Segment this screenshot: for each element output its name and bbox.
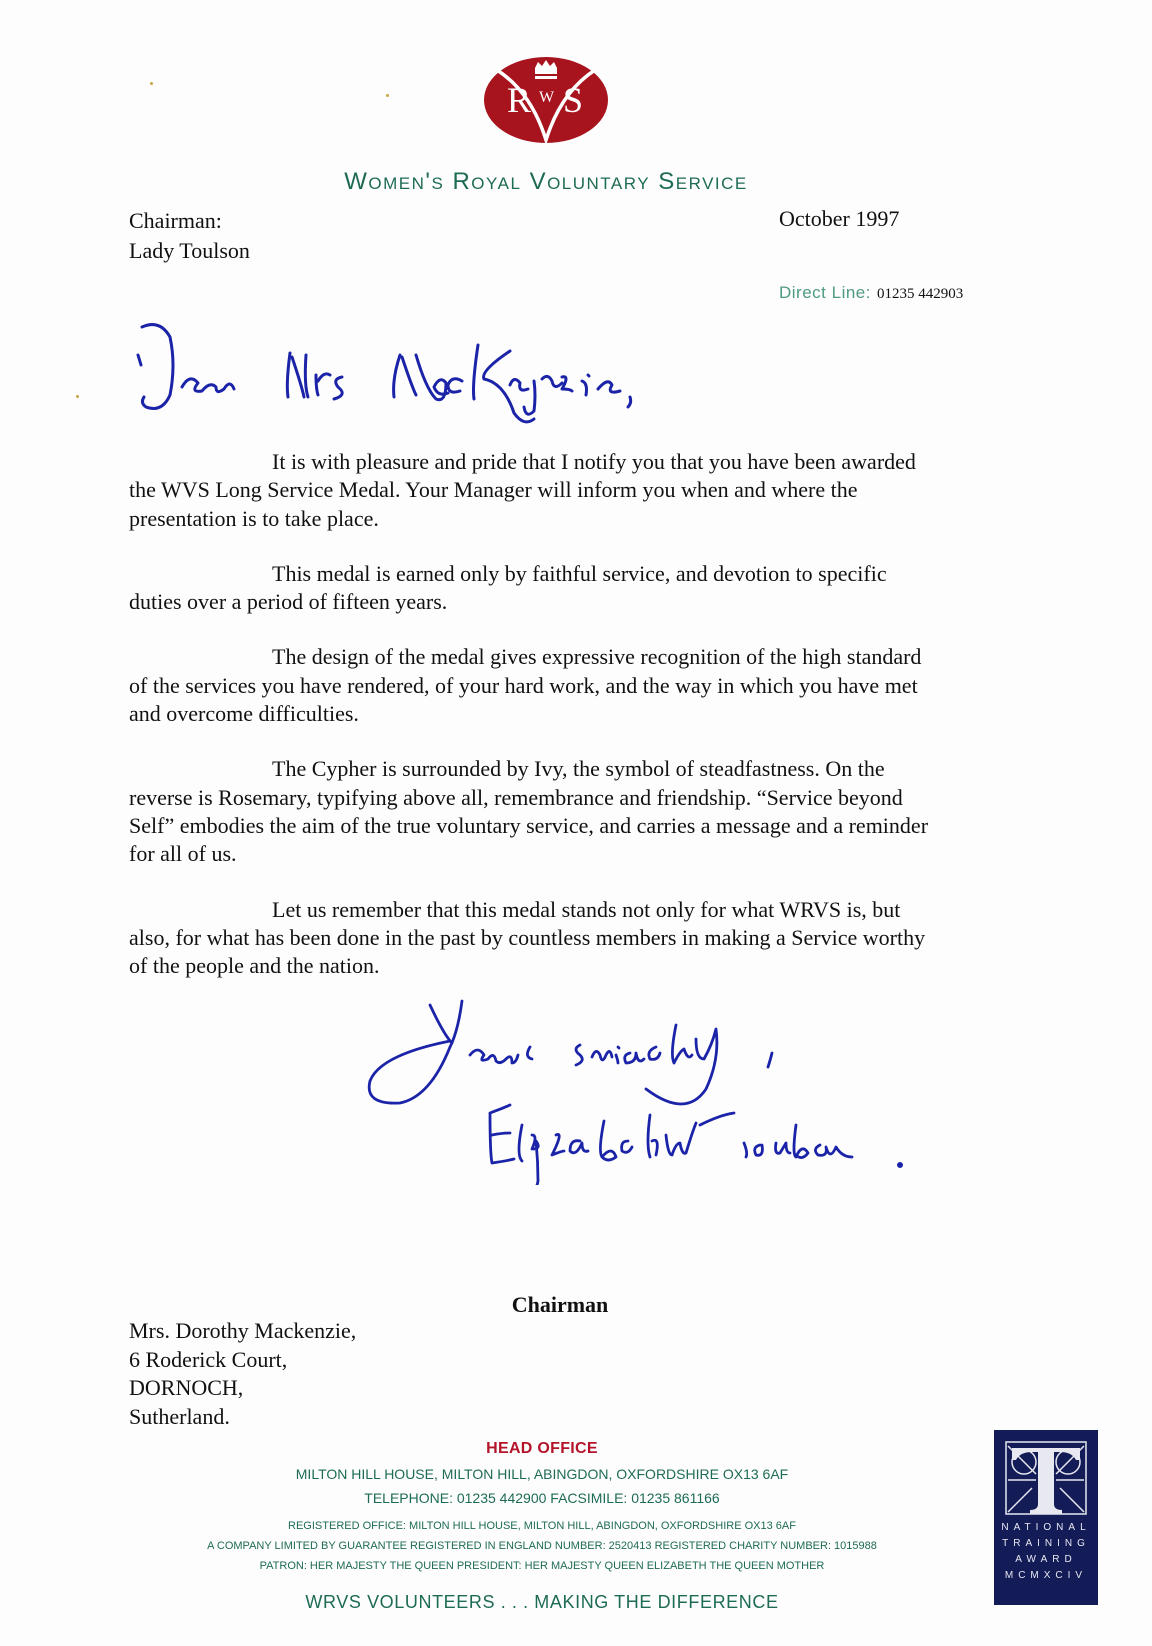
logo-letter-s: S xyxy=(563,80,584,120)
national-training-award-badge xyxy=(994,1430,1098,1605)
direct-line xyxy=(779,283,963,303)
registered-office: REGISTERED OFFICE: MILTON HILL HOUSE, MILTON HILL, ABINGDON, OXFORDSHIRE OX13 6AF xyxy=(288,1520,796,1532)
handwritten-salutation xyxy=(130,315,730,425)
organisation-name: Women's Royal Voluntary Service xyxy=(344,168,748,195)
recipient-line: Mrs. Dorothy Mackenzie, xyxy=(129,1318,357,1343)
recipient-line: Sutherland. xyxy=(129,1403,230,1429)
training-award-t-icon xyxy=(1002,1438,1090,1518)
sender-name: Lady Toulson xyxy=(129,238,250,263)
direct-line-number: 01235 442903 xyxy=(876,286,964,302)
body-paragraph: It is with pleasure and pride that I notify you that you have been awarded the WVS Long Service Medal. Your Manager will inform you when and where the presentation is to take place. xyxy=(129,449,916,531)
sender-role: Chairman: xyxy=(129,208,222,233)
body-paragraph: Let us remember that this medal stands not only for what WRVS is, but also, for what has been done in the past by countless members in making a Service worthy of the people and the nation. xyxy=(129,896,926,979)
head-office-telephone: TELEPHONE: 01235 442900 FACSIMILE: 01235 861166 xyxy=(364,1490,720,1506)
scan-speck xyxy=(76,395,79,398)
signatory-title: Chairman xyxy=(511,1292,609,1317)
footer-tagline: WRVS VOLUNTEERS . . . MAKING THE DIFFERENCE xyxy=(305,1592,779,1612)
recipient-address xyxy=(129,1317,356,1431)
head-office-heading: HEAD OFFICE xyxy=(486,1440,598,1457)
recipient-line: 6 Roderick Court, xyxy=(129,1346,288,1372)
letter-body xyxy=(129,448,929,1007)
body-paragraph: The Cypher is surrounded by Ivy, the symbol of steadfastness. On the reverse is Rosemary, typifying above all, remembrance and friendship. “Service beyond Self” embodies the aim of the true voluntary service, and carries a message and a reminder for all of us. xyxy=(129,756,929,867)
body-paragraph: This medal is earned only by faithful service, and devotion to specific duties over a period of fifteen years. xyxy=(129,560,887,615)
wrvs-logo xyxy=(483,52,609,144)
recipient-line: DORNOCH, xyxy=(129,1375,244,1400)
body-paragraph: The design of the medal gives expressive recognition of the high standard of the services you have rendered, of your hard work, and the way in which you have met and overcome difficulties. xyxy=(129,644,922,727)
letter-date: October 1997 xyxy=(779,206,900,231)
direct-line-label: Direct Line: xyxy=(779,283,871,302)
patron-president: PATRON: HER MAJESTY THE QUEEN PRESIDENT: HER MAJESTY QUEEN ELIZABETH THE QUEEN MOTHER xyxy=(259,1560,825,1572)
logo-letter-w: W xyxy=(539,89,555,106)
scan-speck xyxy=(150,82,153,85)
sender-block xyxy=(129,206,250,266)
scan-speck xyxy=(386,94,389,97)
logo-letter-r: R xyxy=(507,80,532,120)
award-text: NATIONAL TRAINING AWARD MCMXCIV xyxy=(1001,1522,1091,1581)
company-registration: A COMPANY LIMITED BY GUARANTEE REGISTERED IN ENGLAND NUMBER: 2520413 REGISTERED CHARITY NUMBER: 1015988 xyxy=(207,1540,877,1552)
handwritten-signature xyxy=(360,995,950,1185)
head-office-address: MILTON HILL HOUSE, MILTON HILL, ABINGDON, OXFORDSHIRE OX13 6AF xyxy=(295,1466,789,1482)
